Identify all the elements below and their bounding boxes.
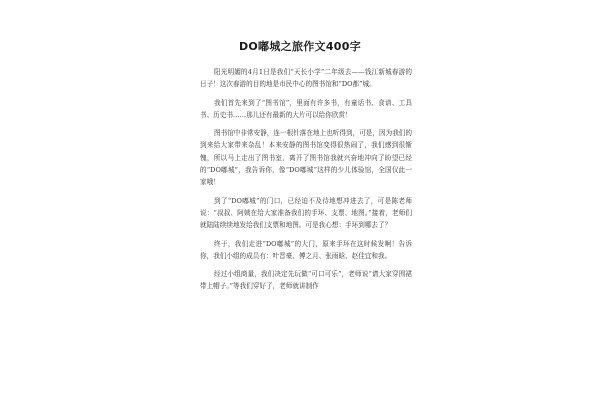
- paragraph: 到了“DO嘟城”的门口，已经迫不及待地想冲进去了，可是陈老师说：“叔叔、阿姨在给大家准备我们的手环、支票、地图。”接着，老师们就陆陆续续地发给我们支票和地图。可是我心想：手环到哪去了？: [200, 196, 412, 230]
- paragraph: 终于，我们走进“DO嘟城”的大门，原来手环在这时候发啊！告诉你，我们小组的成员有：叶晋豪、傅之月、张雨晗、赵佳宜和我。: [200, 239, 412, 260]
- document-title: DO嘟城之旅作文400字: [238, 40, 362, 53]
- paragraph: 阳光明媚的4月1日是我们“天长小学”二年级去——钱江新城春游的日子！这次春游的目的地是市民中心的图书馆和“DO都”城。: [200, 68, 412, 89]
- document-body: [200, 66, 412, 299]
- paragraph: 经过小组商量，我们决定先玩做“可口可乐”，老师说“请大家穿围裙带上帽子。”等我们穿好了，老师就讲制作: [200, 270, 412, 291]
- paragraph: 图书馆中非常安静，连一根针落在地上也听得到，可是，因为我们的到来给大家带来杂乱！本来安静的图书馆变得很热闹了，我们感到很惭愧，所以马上走出了图书室，离开了图书馆我就兴奋地冲向了盼望已经的“DO嘟城”，我告诉你，像“DO嘟城”这样的少儿体验馆，全国仅此一家哦！: [200, 129, 412, 187]
- paragraph: 我们首先来到了“图书馆”，里面有许多书，有童话书、食谱、工具书、历史书……那儿还有最新的大片可以给你欣赏！: [200, 98, 412, 119]
